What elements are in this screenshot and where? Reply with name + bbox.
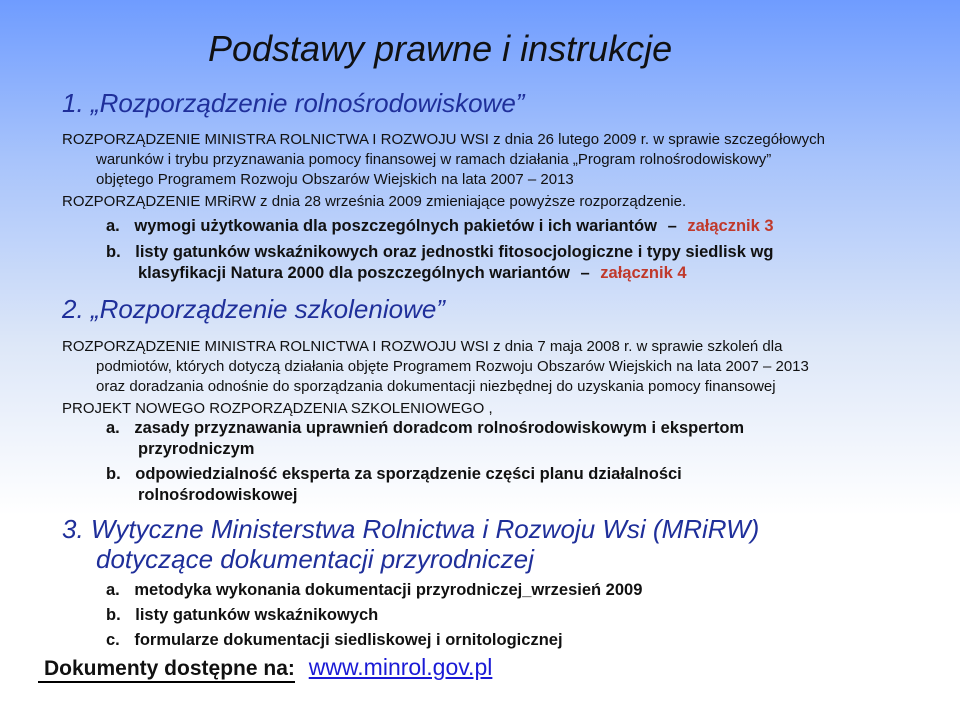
section3-heading-line2: dotyczące dokumentacji przyrodniczej <box>96 544 534 574</box>
section1-item-b-line2 <box>138 263 687 284</box>
item-marker: a. <box>106 419 120 437</box>
item-marker: b. <box>106 465 121 483</box>
minrol-link[interactable]: www.minrol.gov.pl <box>308 654 493 680</box>
item-text: klasyfikacji Natura 2000 dla poszczególnych wariantów <box>138 264 570 282</box>
section1-amendment: ROZPORZĄDZENIE MRiRW z dnia 28 września 2009 zmieniające powyższe rozporządzenie. <box>62 193 687 210</box>
item-marker: a. <box>106 581 120 599</box>
documents-available-label: Dokumenty dostępne na: <box>38 657 295 683</box>
item-text: formularze dokumentacji siedliskowej i ornitologicznej <box>134 631 563 649</box>
item-text: wymogi użytkowania dla poszczególnych pakietów i ich wariantów <box>134 217 657 235</box>
section3-item-a <box>106 580 642 601</box>
section1-item-a <box>106 216 774 237</box>
section3-item-b <box>106 605 378 626</box>
dash: – <box>667 217 677 235</box>
section3-heading <box>62 514 759 574</box>
section2-item-b-line2: rolnośrodowiskowej <box>138 486 298 504</box>
section2-project: PROJEKT NOWEGO ROZPORZĄDZENIA SZKOLENIOWEGO , <box>62 400 493 417</box>
section2-item-a-line2: przyrodniczym <box>138 440 255 458</box>
item-text: zasady przyznawania uprawnień doradcom rolnośrodowiskowym i ekspertom <box>134 419 745 437</box>
section2-para-line1: ROZPORZĄDZENIE MINISTRA ROLNICTWA I ROZWOJU WSI z dnia 7 maja 2008 r. w sprawie szkoleń dla <box>62 338 783 355</box>
section3-item-c <box>106 630 563 651</box>
item-marker: c. <box>106 631 120 649</box>
section2-para-line3: oraz doradzania odnośnie do sporządzania dokumentacji niezbędnej do uzyskania pomocy finansowej <box>96 378 776 395</box>
section2-item-a <box>106 418 744 439</box>
section1-item-b <box>106 242 773 263</box>
dash: – <box>580 264 590 282</box>
section3-heading-line1: 3. Wytyczne Ministerstwa Rolnictwa i Rozwoju Wsi (MRiRW) <box>62 514 760 544</box>
section2-para-line2: podmiotów, których dotyczą działania objęte Programem Rozwoju Obszarów Wiejskich na lata 2007 – 2013 <box>96 358 809 375</box>
item-marker: a. <box>106 217 120 235</box>
item-marker: b. <box>106 606 121 624</box>
section1-para-line1: ROZPORZĄDZENIE MINISTRA ROLNICTWA I ROZWOJU WSI z dnia 26 lutego 2009 r. w sprawie szczegółowych <box>62 131 825 148</box>
section2-item-b <box>106 464 682 485</box>
page-title: Podstawy prawne i instrukcje <box>208 28 673 69</box>
annex-4-label: załącznik 4 <box>600 264 687 282</box>
section1-para-line3: objętego Programem Rozwoju Obszarów Wiejskich na lata 2007 – 2013 <box>96 171 574 188</box>
item-text: odpowiedzialność eksperta za sporządzenie części planu działalności <box>135 465 682 483</box>
footer <box>38 654 492 681</box>
section1-heading: 1. „Rozporządzenie rolnośrodowiskowe” <box>62 88 525 118</box>
section2-heading: 2. „Rozporządzenie szkoleniowe” <box>62 294 445 324</box>
annex-3-label: załącznik 3 <box>687 217 774 235</box>
section1-para-line2: warunków i trybu przyznawania pomocy finansowej w ramach działania „Program rolnośrodowiskowy” <box>96 151 772 168</box>
item-marker: b. <box>106 243 121 261</box>
item-text: listy gatunków wskaźnikowych <box>135 606 379 624</box>
item-text: listy gatunków wskaźnikowych oraz jednostki fitosocjologiczne i typy siedlisk wg <box>135 243 774 261</box>
item-text: metodyka wykonania dokumentacji przyrodniczej_wrzesień 2009 <box>134 581 643 599</box>
